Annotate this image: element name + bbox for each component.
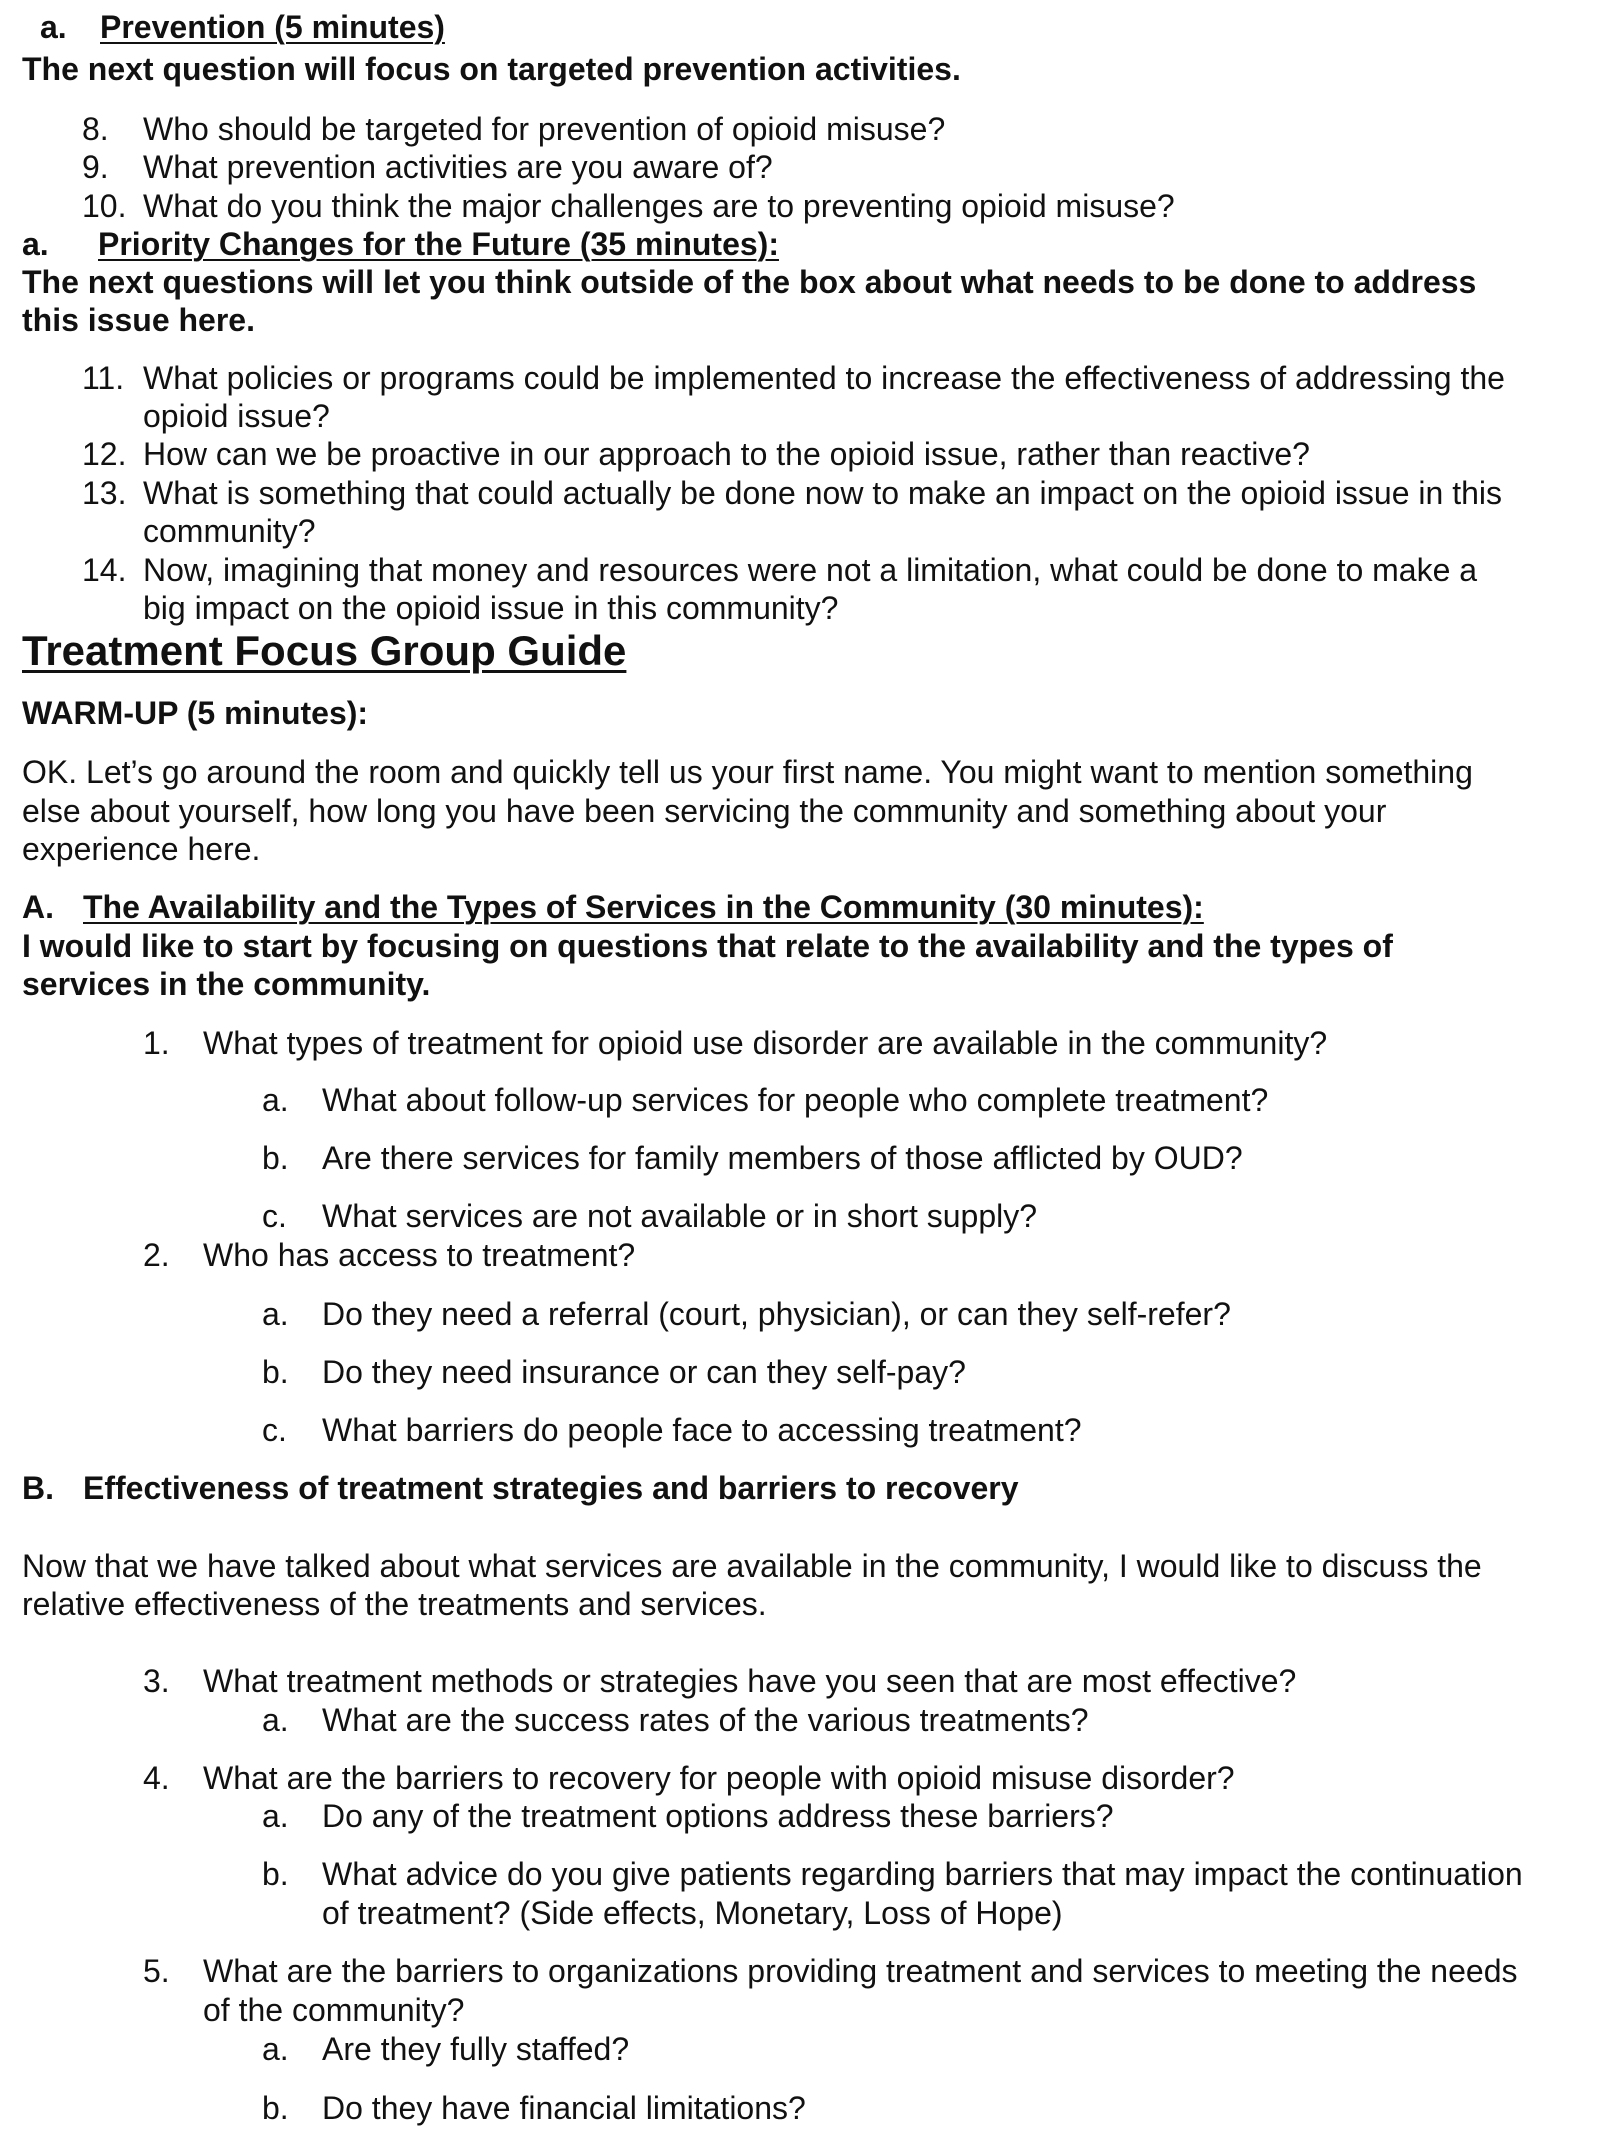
prevention-marker: a. xyxy=(40,9,67,45)
sub-question-letter: a. xyxy=(262,1702,289,1738)
question-number: 5. xyxy=(143,1953,170,1989)
question-text: What is something that could actually be done now to make an impact on the opioid issue in this xyxy=(143,475,1502,511)
question-text: opioid issue? xyxy=(143,398,330,434)
sub-question-text: What services are not available or in short supply? xyxy=(322,1198,1038,1234)
sub-question-letter: a. xyxy=(262,2031,289,2067)
section-a-marker: A. xyxy=(22,889,54,925)
question-text: of the community? xyxy=(203,1992,465,2028)
sub-question-text: Do they have financial limitations? xyxy=(322,2090,806,2126)
question-number: 12. xyxy=(82,436,127,472)
section-a-intro: services in the community. xyxy=(22,966,431,1002)
priority-marker: a. xyxy=(22,226,49,262)
sub-question-text: Do they need insurance or can they self-pay? xyxy=(322,1354,966,1390)
page-title: Treatment Focus Group Guide xyxy=(22,627,627,674)
sub-question-text: Are there services for family members of those afflicted by OUD? xyxy=(322,1140,1243,1176)
sub-question-letter: b. xyxy=(262,2090,289,2126)
sub-question-letter: b. xyxy=(262,1354,289,1390)
question-text: community? xyxy=(143,513,316,549)
question-number: 2. xyxy=(143,1237,170,1273)
question-text: What are the barriers to recovery for people with opioid misuse disorder? xyxy=(203,1760,1235,1796)
prevention-heading: Prevention (5 minutes) xyxy=(100,9,445,45)
sub-question-text: Are they fully staffed? xyxy=(322,2031,630,2067)
question-number: 4. xyxy=(143,1760,170,1796)
section-b-heading: Effectiveness of treatment strategies and barriers to recovery xyxy=(83,1470,1019,1506)
sub-question-letter: c. xyxy=(262,1198,287,1234)
section-b-intro: Now that we have talked about what services are available in the community, I would like to discuss the xyxy=(22,1548,1482,1584)
question-number: 8. xyxy=(82,111,109,147)
sub-question-letter: c. xyxy=(262,1412,287,1448)
question-text: big impact on the opioid issue in this community? xyxy=(143,590,839,626)
sub-question-letter: a. xyxy=(262,1798,289,1834)
question-text: Who has access to treatment? xyxy=(203,1237,636,1273)
question-text: What treatment methods or strategies have you seen that are most effective? xyxy=(203,1663,1297,1699)
question-number: 13. xyxy=(82,475,127,511)
question-number: 10. xyxy=(82,188,127,224)
section-b-intro: relative effectiveness of the treatments and services. xyxy=(22,1586,767,1622)
question-text: Now, imagining that money and resources were not a limitation, what could be done to make a xyxy=(143,552,1478,588)
question-text: Who should be targeted for prevention of opioid misuse? xyxy=(143,111,946,147)
sub-question-letter: a. xyxy=(262,1082,289,1118)
warmup-text: OK. Let’s go around the room and quickly tell us your first name. You might want to mention something xyxy=(22,754,1473,790)
question-text: What policies or programs could be implemented to increase the effectiveness of addressing the xyxy=(143,360,1505,396)
question-number: 14. xyxy=(82,552,127,588)
sub-question-text: What are the success rates of the various treatments? xyxy=(322,1702,1089,1738)
sub-question-text: What barriers do people face to accessing treatment? xyxy=(322,1412,1082,1448)
sub-question-text: of treatment? (Side effects, Monetary, Loss of Hope) xyxy=(322,1895,1063,1931)
sub-question-letter: a. xyxy=(262,1296,289,1332)
question-number: 1. xyxy=(143,1025,170,1061)
question-number: 3. xyxy=(143,1663,170,1699)
warmup-text: experience here. xyxy=(22,831,261,867)
priority-intro: The next questions will let you think outside of the box about what needs to be done to address xyxy=(22,264,1477,300)
question-text: What do you think the major challenges are to preventing opioid misuse? xyxy=(143,188,1175,224)
question-text: What types of treatment for opioid use disorder are available in the community? xyxy=(203,1025,1328,1061)
priority-intro: this issue here. xyxy=(22,302,255,338)
sub-question-letter: b. xyxy=(262,1856,289,1892)
section-a-heading: The Availability and the Types of Services in the Community (30 minutes): xyxy=(83,889,1204,925)
question-number: 11. xyxy=(82,360,125,396)
warmup-text: else about yourself, how long you have been servicing the community and something about your xyxy=(22,793,1387,829)
question-text: What prevention activities are you aware of? xyxy=(143,149,773,185)
question-text: How can we be proactive in our approach to the opioid issue, rather than reactive? xyxy=(143,436,1310,472)
sub-question-text: What about follow-up services for people who complete treatment? xyxy=(322,1082,1269,1118)
sub-question-text: What advice do you give patients regarding barriers that may impact the continuation xyxy=(322,1856,1523,1892)
sub-question-letter: b. xyxy=(262,1140,289,1176)
section-a-intro: I would like to start by focusing on questions that relate to the availability and the types of xyxy=(22,928,1393,964)
question-number: 9. xyxy=(82,149,109,185)
question-text: What are the barriers to organizations providing treatment and services to meeting the needs xyxy=(203,1953,1518,1989)
section-b-marker: B. xyxy=(22,1470,54,1506)
sub-question-text: Do they need a referral (court, physician), or can they self-refer? xyxy=(322,1296,1231,1332)
warmup-heading: WARM-UP (5 minutes): xyxy=(22,695,369,731)
prevention-intro: The next question will focus on targeted prevention activities. xyxy=(22,51,961,87)
priority-heading: Priority Changes for the Future (35 minutes): xyxy=(98,226,779,262)
sub-question-text: Do any of the treatment options address these barriers? xyxy=(322,1798,1114,1834)
